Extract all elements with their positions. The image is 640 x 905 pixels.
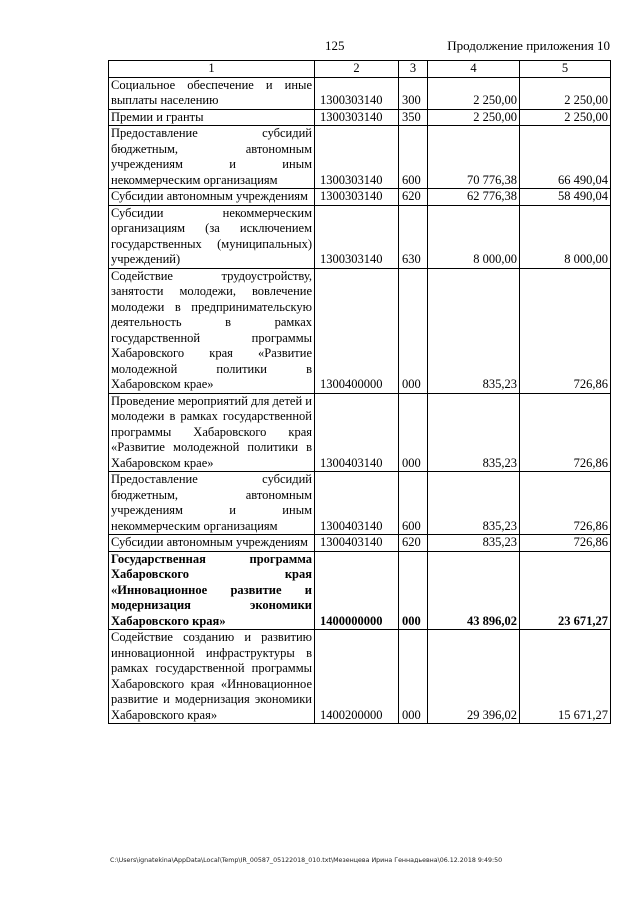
continuation-label: Продолжение приложения 10 xyxy=(447,38,610,53)
row-value-4: 835,23 xyxy=(428,535,520,552)
row-name: Содействие трудоустройству, занятости молодежи, вовлечение молодежи в предпринимательскую деятельность в рамках государственной программы Хабаровского края «Развитие молодежной политики в Хабаровском крае» xyxy=(109,268,315,393)
row-code: 1300400000 xyxy=(315,268,399,393)
row-value-5: 726,86 xyxy=(520,472,611,535)
row-vr: 600 xyxy=(399,126,428,189)
row-vr: 000 xyxy=(399,268,428,393)
row-name: Проведение мероприятий для детей и молодежи в рамках государственной программы Хабаровского края «Развитие молодежной политики в Хабаровском крае» xyxy=(109,393,315,472)
row-vr: 000 xyxy=(399,551,428,630)
table-row xyxy=(109,126,611,189)
row-value-4: 835,23 xyxy=(428,393,520,472)
row-value-4: 2 250,00 xyxy=(428,77,520,109)
table-row xyxy=(109,189,611,206)
row-value-4: 70 776,38 xyxy=(428,126,520,189)
row-name: Содействие созданию и развитию инновационной инфраструктуры в рамках государственной программы Хабаровского края «Инновационное развитие и модернизация экономики Хабаровского края» xyxy=(109,630,315,724)
row-value-5: 15 671,27 xyxy=(520,630,611,724)
row-value-5: 66 490,04 xyxy=(520,126,611,189)
row-vr: 620 xyxy=(399,535,428,552)
row-value-4: 62 776,38 xyxy=(428,189,520,206)
row-code: 1300403140 xyxy=(315,472,399,535)
row-code: 1300403140 xyxy=(315,535,399,552)
row-value-4: 8 000,00 xyxy=(428,205,520,268)
row-vr: 600 xyxy=(399,472,428,535)
row-name: Предоставление субсидий бюджетным, автономным учреждениям и иным некоммерческим организациям xyxy=(109,472,315,535)
table-row-program xyxy=(109,551,611,630)
row-vr: 630 xyxy=(399,205,428,268)
row-value-4: 2 250,00 xyxy=(428,109,520,126)
table-row xyxy=(109,109,611,126)
row-code: 1300403140 xyxy=(315,393,399,472)
row-value-4: 43 896,02 xyxy=(428,551,520,630)
row-value-5: 8 000,00 xyxy=(520,205,611,268)
row-vr: 300 xyxy=(399,77,428,109)
row-value-5: 726,86 xyxy=(520,535,611,552)
column-header: 5 xyxy=(520,61,611,78)
row-name: Предоставление субсидий бюджетным, автономным учреждениям и иным некоммерческим организациям xyxy=(109,126,315,189)
row-vr: 000 xyxy=(399,630,428,724)
table-row xyxy=(109,535,611,552)
page-number: 125 xyxy=(325,38,345,53)
row-vr: 350 xyxy=(399,109,428,126)
row-value-5: 726,86 xyxy=(520,393,611,472)
row-code: 1300303140 xyxy=(315,189,399,206)
column-header: 3 xyxy=(399,61,428,78)
row-value-4: 835,23 xyxy=(428,268,520,393)
row-value-5: 2 250,00 xyxy=(520,109,611,126)
row-value-5: 23 671,27 xyxy=(520,551,611,630)
row-code: 1300303140 xyxy=(315,205,399,268)
row-code: 1300303140 xyxy=(315,77,399,109)
row-value-5: 726,86 xyxy=(520,268,611,393)
table-row xyxy=(109,77,611,109)
row-name: Субсидии некоммерческим организациям (за исключением государственных (муниципальных) учреждений) xyxy=(109,205,315,268)
budget-table xyxy=(108,60,611,724)
table-row xyxy=(109,393,611,472)
column-header: 2 xyxy=(315,61,399,78)
table-row xyxy=(109,205,611,268)
row-value-4: 835,23 xyxy=(428,472,520,535)
row-name: Субсидии автономным учреждениям xyxy=(109,535,315,552)
row-code: 1300303140 xyxy=(315,109,399,126)
table-header-row xyxy=(109,61,611,78)
row-vr: 000 xyxy=(399,393,428,472)
row-name: Государственная программа Хабаровского края «Инновационное развитие и модернизация экономики Хабаровского края» xyxy=(109,551,315,630)
row-name: Социальное обеспечение и иные выплаты населению xyxy=(109,77,315,109)
row-code: 1400000000 xyxy=(315,551,399,630)
row-value-5: 2 250,00 xyxy=(520,77,611,109)
row-value-5: 58 490,04 xyxy=(520,189,611,206)
table-row xyxy=(109,268,611,393)
row-value-4: 29 396,02 xyxy=(428,630,520,724)
row-vr: 620 xyxy=(399,189,428,206)
row-name: Субсидии автономным учреждениям xyxy=(109,189,315,206)
table-row xyxy=(109,630,611,724)
table-row xyxy=(109,472,611,535)
column-header: 1 xyxy=(109,61,315,78)
row-code: 1300303140 xyxy=(315,126,399,189)
column-header: 4 xyxy=(428,61,520,78)
file-path-footer: C:\Users\ignatekina\AppData\Local\Temp\IR_00587_05122018_010.txt\Мезенцева Ирина Геннадьевна\06.12.2018 9:49:50 xyxy=(110,857,503,864)
row-name: Премии и гранты xyxy=(109,109,315,126)
row-code: 1400200000 xyxy=(315,630,399,724)
